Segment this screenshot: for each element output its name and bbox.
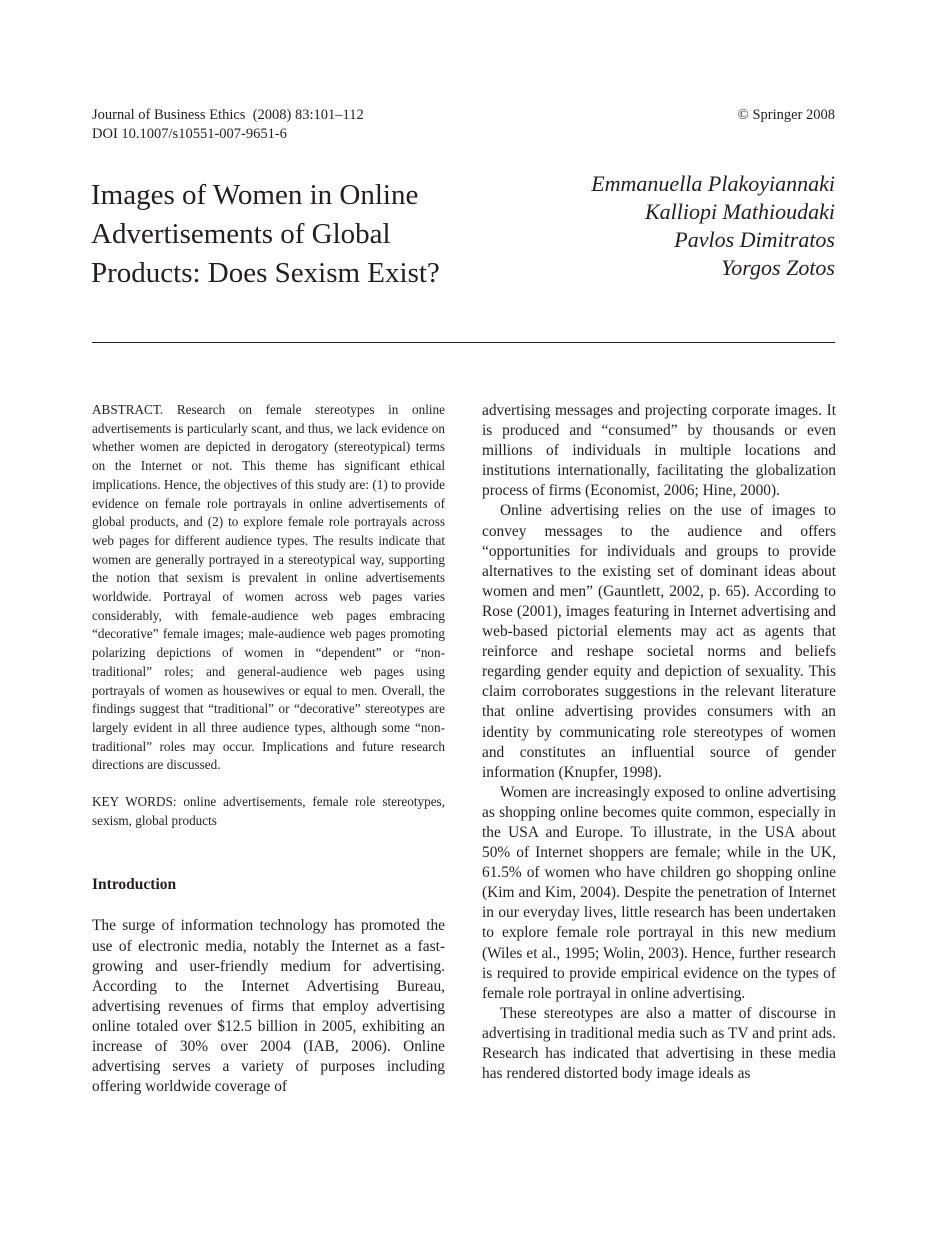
copyright: © Springer 2008	[737, 107, 835, 123]
journal-header	[92, 106, 364, 144]
abstract: ABSTRACT. Research on female stereotypes in online advertisements is particularly scant, and thus, we lack evidence on whether women are depicted in derogatory (stereotypical) terms on the Internet or not. This theme has significant ethical implications. Hence, the objectives of this study are: (1) to provide evidence on female role portrayals in online advertisements of global products, and (2) to explore female role portrayals across web pages for different audience types. The results indicate that women are generally portrayed in a stereotypical way, supporting the notion that sexism is prevalent in online advertisements worldwide. Portrayal of women across web pages varies considerably, with female-audience web pages embracing “decorative” female images; male-audience web pages promoting polarizing depictions of women in “dependent” or “non-traditional” roles; and general-audience web pages using portrayals of women as housewives or equal to men. Overall, the findings suggest that “traditional” or “decorative” stereotypes are largely evident in all three audience types, although some “non-traditional” roles may occur. Implications and future research directions are discussed.	[92, 402, 445, 773]
title-divider	[92, 342, 835, 343]
doi: DOI 10.1007/s10551-007-9651-6	[92, 126, 287, 142]
left-column	[92, 401, 445, 1097]
title-line: Products: Does Sexism Exist?	[91, 257, 440, 289]
paper-title	[91, 176, 511, 293]
keywords: KEY WORDS: online advertisements, female role stereotypes, sexism, global products	[92, 794, 445, 828]
author-name: Emmanuella Plakoyiannaki	[591, 171, 835, 196]
author-name: Pavlos Dimitratos	[674, 227, 835, 252]
author-list	[591, 170, 835, 282]
section-heading-introduction: Introduction	[92, 876, 177, 894]
journal-name: Journal of Business Ethics	[92, 107, 246, 123]
right-column	[482, 401, 836, 1084]
body-paragraph: advertising messages and projecting corporate images. It is produced and “consumed” by thousands or even millions of individuals in multiple locations and institutions internationally, facilitating the globalization process of firms (Economist, 2006; Hine, 2000).	[482, 402, 836, 500]
title-line: Images of Women in Online	[91, 179, 419, 211]
body-paragraph: Women are increasingly exposed to online advertising as shopping online becomes quite common, especially in the USA and Europe. To illustrate, in the USA about 50% of Internet shoppers are female; while in the UK, 61.5% of women who have children go shopping online (Kim and Kim, 2004). Despite the penetration of Internet in our everyday lives, little research has been undertaken to explore female role portrayal in this new medium (Wiles et al., 1995; Wolin, 2003). Hence, further research is required to provide empirical evidence on the types of female role portrayal in online advertising.	[482, 783, 836, 1002]
intro-paragraph: The surge of information technology has promoted the use of electronic media, notably the Internet as a fast-growing and user-friendly medium for advertising. According to the Internet Advertising Bureau, advertising revenues of firms that employ advertising online totaled over $12.5 billion in 2005, exhibiting an increase of 30% over 2004 (IAB, 2006). Online advertising serves a variety of purposes including offering worldwide coverage of	[92, 917, 445, 1096]
title-line: Advertisements of Global	[91, 218, 391, 250]
journal-volume: (2008) 83:101–112	[252, 107, 364, 123]
body-paragraph: Online advertising relies on the use of images to convey messages to the audience and offers “opportunities for individuals and groups to provide alternatives to the existing set of dominant ideas about women and men” (Gauntlett, 2002, p. 65). According to Rose (2001), images featuring in Internet advertising and web-based pictorial elements may act as agents that reinforce and reshape societal norms and beliefs regarding gender equity and depiction of sexuality. This claim corroborates suggestions in the relevant literature that online advertising provides consumers with an identity by communicating role stereotypes of women and constitutes an influential source of gender information (Knupfer, 1998).	[482, 502, 836, 781]
body-paragraph: These stereotypes are also a matter of discourse in advertising in traditional media such as TV and print ads. Research has indicated that advertising in these media has rendered distorted body image ideals as	[482, 1004, 836, 1083]
author-name: Yorgos Zotos	[721, 255, 835, 280]
author-name: Kalliopi Mathioudaki	[644, 199, 835, 224]
